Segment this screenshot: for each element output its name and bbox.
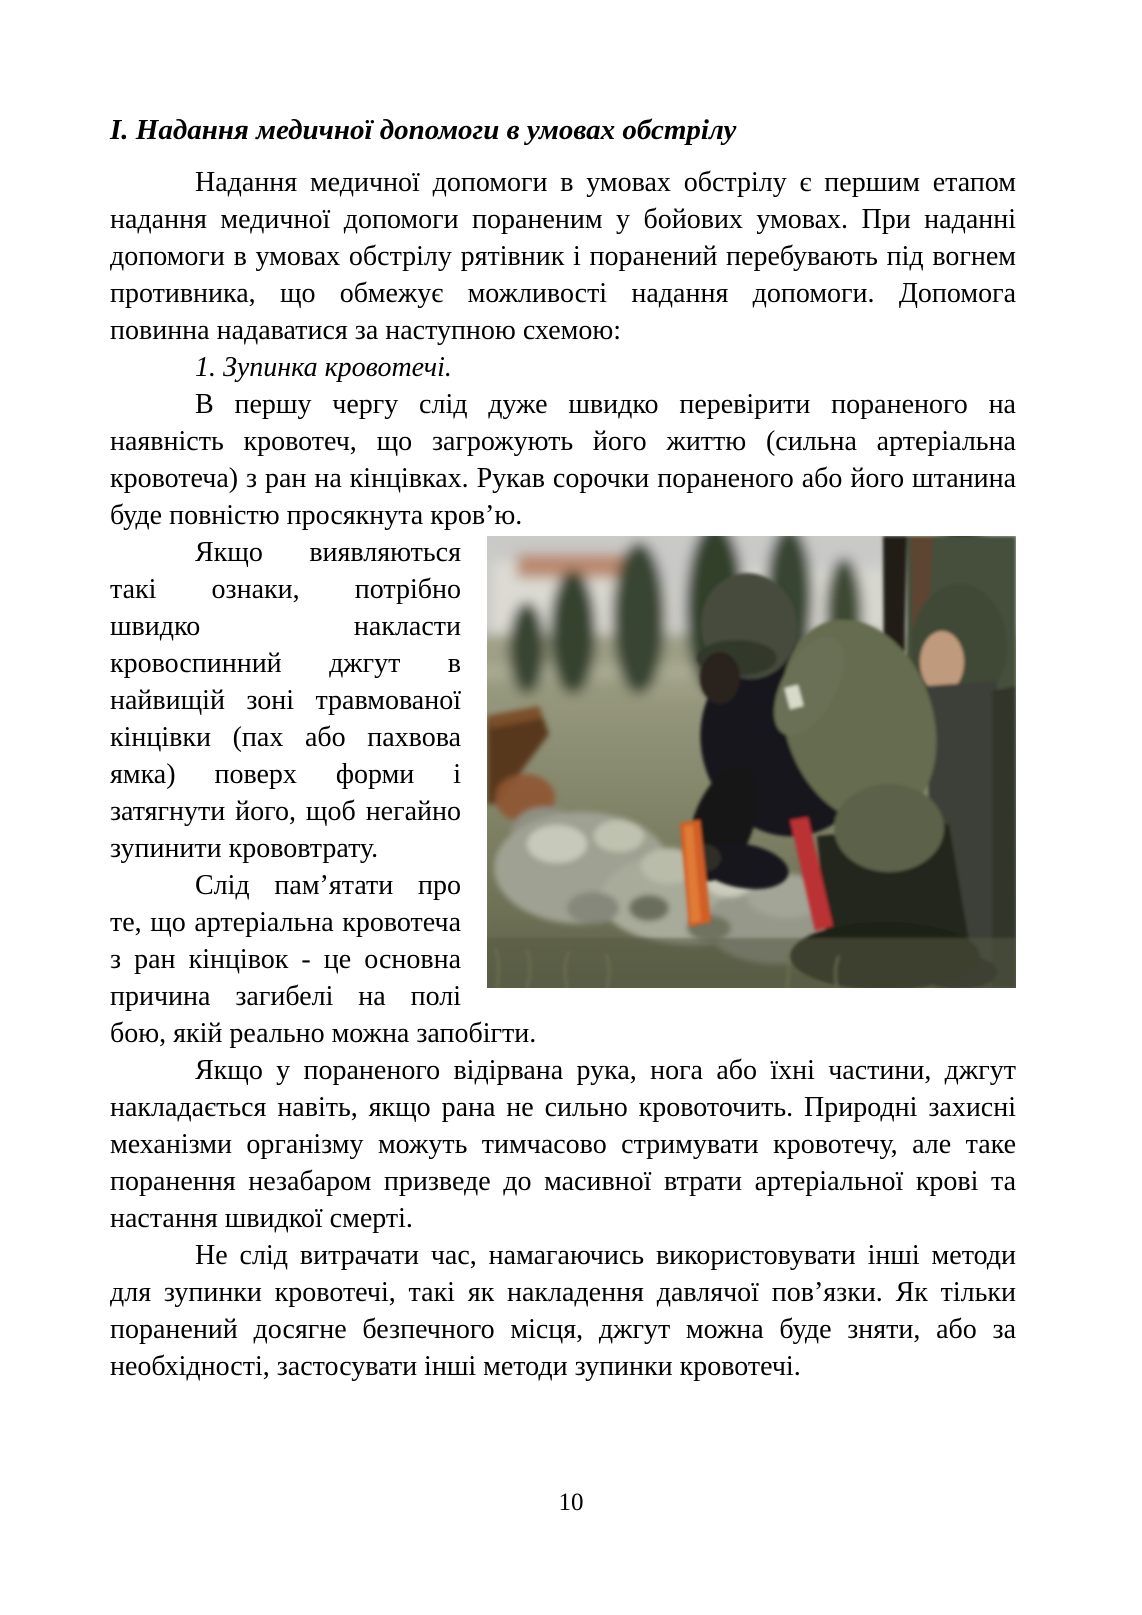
paragraph-intro: Надання медичної допомоги в умовах обстрілу є першим етапом надання медичної допомоги пораненим у бойових умовах. При наданні допомоги в умовах обстрілу рятівник і поранений перебувають під вогнем противника, що обмежує можливості надання допомоги. Допомога повинна надаватися за наступною схемою: [110, 167, 1016, 346]
list-item-stop-bleeding: 1. Зупинка кровотечі. [195, 352, 452, 383]
page-number: 10 [558, 1489, 584, 1516]
battlefield-first-aid-photo [487, 536, 1016, 988]
paragraph-apply-tourniquet: Якщо виявляються такі ознаки, потрібно швидко накласти кровоспинний джгут в найвищій зоні травмованої кінцівки (пах або пахвова ямка) поверх форми і затягнути його, щоб негайно зупинити крововтрату. [110, 537, 461, 864]
paragraph-severed-limb: Якщо у пораненого відірвана рука, нога або їхні частини, джгут накладається навіть, якщо рана не сильно кровоточить. Природні захисні механізми організму можуть тимчасово стримувати кровотечу, але таке поранення незабаром призведе до масивної втрати артеріальної крові та настання швидкої смерті. [110, 1055, 1016, 1234]
paragraph-check-bleeding: В першу чергу слід дуже швидко перевірити пораненого на наявність кровотеч, що загрожують його життю (сильна артеріальна кровотеча) з ран на кінцівках. Рукав сорочки пораненого або його штанина буде повністю просякнута кров’ю. [110, 389, 1016, 531]
section-heading: І. Надання медичної допомоги в умовах обстрілу [110, 114, 737, 146]
paragraph-arterial-bleeding: Слід пам’ятати про те, що артеріальна кровотеча з ран кінцівок - це основна причина загибелі на полі бою, якій реально можна запобігти. [110, 870, 537, 1049]
paragraph-no-time-waste: Не слід витрачати час, намагаючись використовувати інші методи для зупинки кровотечі, такі як накладення давлячої пов’язки. Як тільки поранений досягне безпечного місця, джгут можна буде зняти, або за необхідності, застосувати інші методи зупинки кровотечі. [110, 1240, 1016, 1382]
first-aid-photo-illustration [487, 536, 1016, 988]
